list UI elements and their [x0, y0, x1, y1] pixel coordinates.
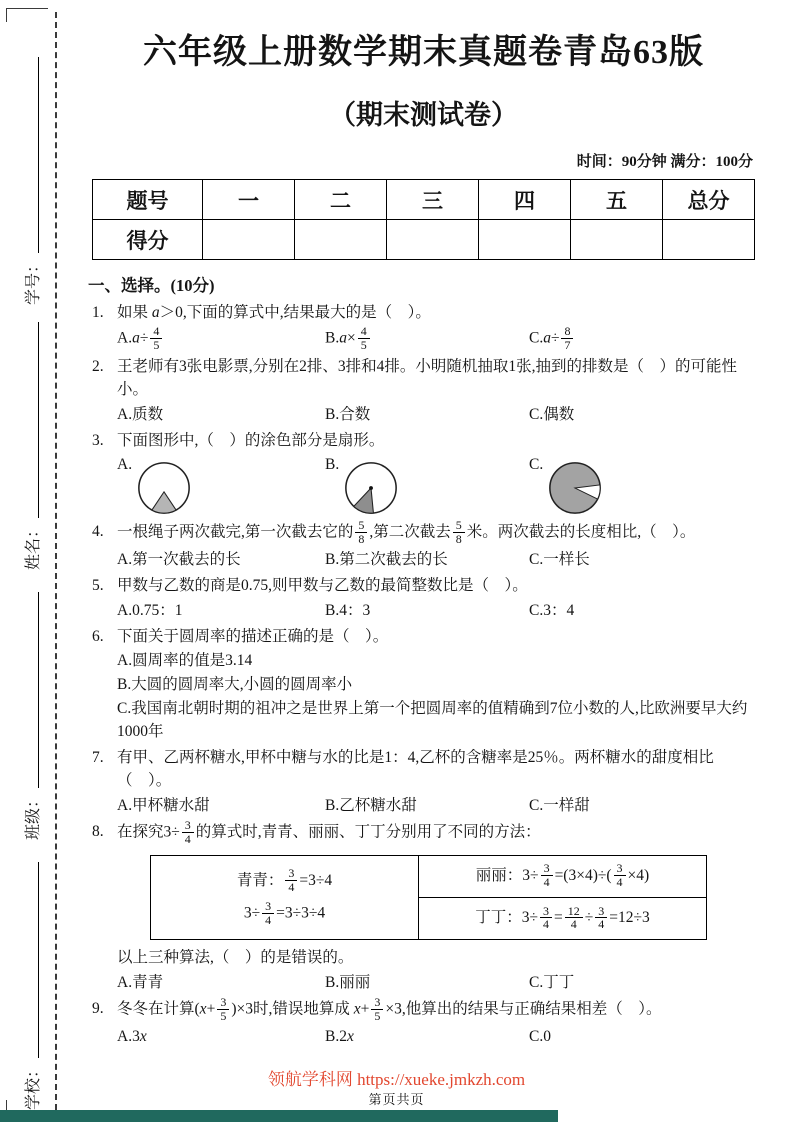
- score-cell-3: [387, 220, 479, 260]
- question-7-options: [92, 794, 755, 817]
- question-1: [92, 301, 755, 352]
- score-table-header-row: [93, 180, 755, 220]
- question-4-options: [92, 548, 755, 571]
- method-dingding-cell: 丁丁：3÷ $\frac{3}{4}$ = $\frac{12}{4}$ ÷ $\frac{3}{4}$ =12÷3: [419, 897, 707, 939]
- page-subtitle: （期末测试卷）: [329, 100, 518, 130]
- score-cell-1: [203, 220, 295, 260]
- main-content: [88, 24, 755, 1051]
- question-2-text: 王老师有3张电影票,分别在2排、3排和4排。小明随机抽取1张,抽到的排数是（ ）的可能性小。: [117, 358, 738, 399]
- fraction: $\frac{12}{4}$: [565, 905, 583, 931]
- question-7-option-b: B.乙杯糖水甜: [325, 797, 417, 815]
- question-7-text: 有甲、乙两杯糖水,甲杯中糖与水的比是1：4,乙杯的含糖率是25％。两杯糖水的甜度相比（ ）。: [117, 749, 714, 790]
- fraction: $\frac{3}{4}$: [285, 867, 297, 893]
- question-8-option-b: B.丽丽: [325, 974, 371, 992]
- question-6-option-c: C.我国南北朝时期的祖冲之是世界上第一个把圆周率的值精确到7位小数的人,比欧洲要早大约1000年: [117, 700, 748, 741]
- question-1-option-c: C.a÷ $\frac{8}{7}$: [529, 326, 755, 352]
- question-8-text2: [92, 946, 755, 969]
- figure-a-label: A.: [117, 456, 133, 474]
- score-cell-4: [479, 220, 571, 260]
- question-9-option-a: A.3x: [117, 1028, 147, 1046]
- question-3-text: 下面图形中,（ ）的涂色部分是扇形。: [117, 432, 385, 450]
- question-7-option-c: C.一样甜: [529, 797, 590, 815]
- score-col-3: 三: [387, 180, 479, 220]
- fraction: $\frac{5}{8}$: [453, 519, 465, 545]
- fraction: $\frac{3}{5}$: [371, 996, 383, 1022]
- seal-corner-top: [6, 8, 48, 22]
- score-col-total: 总分: [663, 180, 755, 220]
- question-6-option-b: B.大圆的圆周率大,小圆的圆周率小: [117, 676, 353, 694]
- bottom-teal-bar: [0, 1110, 558, 1122]
- question-3-figures: [92, 456, 755, 517]
- question-1-options: [92, 326, 755, 352]
- watermark-link: 领航学科网 https://xueke.jmkzh.com: [267, 1070, 526, 1089]
- score-col-label: 题号: [93, 180, 203, 220]
- question-4-option-c: C.一样长: [529, 551, 590, 569]
- fraction: $\frac{4}{5}$: [150, 325, 162, 351]
- question-8-option-a: A.青青: [117, 974, 164, 992]
- question-6-number: 6.: [92, 628, 104, 646]
- question-5-options: [92, 599, 755, 622]
- page-number-info: 第页共页: [368, 1092, 425, 1107]
- figure-b-label: B.: [325, 456, 340, 474]
- score-cell-5: [571, 220, 663, 260]
- question-5-option-c: C.3：4: [529, 602, 575, 620]
- seal-field-name: [17, 320, 43, 570]
- score-table-score-row: [93, 220, 755, 260]
- fraction: $\frac{3}{5}$: [217, 996, 229, 1022]
- question-2-number: 2.: [92, 358, 104, 376]
- question-2: [92, 355, 755, 426]
- score-col-1: 一: [203, 180, 295, 220]
- circle-figure-c: [546, 459, 604, 517]
- figure-b: [325, 456, 529, 517]
- school-blank-line: [37, 862, 39, 1058]
- question-4-option-b: B.第二次截去的长: [325, 551, 448, 569]
- question-4-number: 4.: [92, 523, 104, 541]
- section-one-title: 一、选择。(10分): [88, 276, 215, 295]
- seal-dashed-line: [55, 12, 57, 1110]
- question-1-number: 1.: [92, 304, 104, 321]
- score-col-5: 五: [571, 180, 663, 220]
- fraction: $\frac{4}{5}$: [358, 325, 370, 351]
- fraction: $\frac{5}{8}$: [355, 519, 367, 545]
- method-qingqing-line2: 3÷ $\frac{3}{4}$ =3÷3÷4: [243, 899, 326, 927]
- fraction: $\frac{3}{4}$: [614, 862, 626, 888]
- question-8-method-table: [150, 855, 707, 941]
- circle-figure-b: [342, 459, 400, 517]
- method-qingqing-cell: [151, 855, 419, 940]
- question-5-option-b: B.4：3: [325, 602, 371, 620]
- fraction: $\frac{3}{4}$: [540, 905, 552, 931]
- score-col-4: 四: [479, 180, 571, 220]
- question-8-followup: 以上三种算法,（ ）的是错误的。: [117, 949, 354, 967]
- question-1-text: 如果 a＞0,下面的算式中,结果最大的是（ ）。: [117, 304, 431, 321]
- fraction: $\frac{3}{4}$: [541, 862, 553, 888]
- page-title: 六年级上册数学期末真题卷青岛63版: [143, 34, 704, 71]
- question-9: [92, 997, 755, 1048]
- class-label: 班级：: [25, 791, 42, 840]
- question-6-options: [92, 649, 755, 743]
- question-1-option-b: B.a× $\frac{4}{5}$: [325, 326, 529, 352]
- name-label: 姓名：: [25, 521, 42, 570]
- time-info: 时间：90分钟 满分：100分: [576, 154, 753, 170]
- circle-figure-a: [135, 459, 193, 517]
- seal-field-student-id: [17, 55, 43, 305]
- score-row-label: 得分: [93, 220, 203, 260]
- question-9-number: 9.: [92, 1000, 104, 1018]
- question-5-number: 5.: [92, 577, 104, 595]
- question-7-option-a: A.甲杯糖水甜: [117, 797, 210, 815]
- fraction: $\frac{3}{4}$: [595, 905, 607, 931]
- question-9-option-c: C.0: [529, 1028, 551, 1046]
- question-3-number: 3.: [92, 432, 104, 450]
- question-4-text: 一根绳子两次截完,第一次截去它的 $\frac{5}{8}$ ,第二次截去 $\frac{5}{8}$ 米。两次截去的长度相比,（ ）。: [117, 518, 696, 546]
- question-2-option-b: B.合数: [325, 406, 371, 424]
- question-8-text: 在探究3÷ $\frac{3}{4}$ 的算式时,青青、丽丽、丁丁分别用了不同的方法：: [117, 818, 541, 846]
- figure-c: [529, 456, 755, 517]
- question-9-options: [92, 1025, 755, 1048]
- class-blank-line: [37, 592, 39, 788]
- score-table: [92, 179, 755, 260]
- question-6-text: 下面关于圆周率的描述正确的是（ ）。: [117, 628, 389, 646]
- question-7: [92, 746, 755, 817]
- question-8: [92, 820, 755, 994]
- question-4-option-a: A.第一次截去的长: [117, 551, 241, 569]
- question-2-options: [92, 403, 755, 426]
- school-label: 学校：: [25, 1061, 42, 1110]
- question-1-option-a: A.a÷ $\frac{4}{5}$: [117, 326, 325, 352]
- question-5-text: 甲数与乙数的商是0.75,则甲数与乙数的最简整数比是（ ）。: [117, 577, 528, 595]
- score-cell-2: [295, 220, 387, 260]
- question-5: [92, 574, 755, 622]
- figure-a: [117, 456, 325, 517]
- question-8-number: 8.: [92, 823, 104, 841]
- method-qingqing-line1: 青青： $\frac{3}{4}$ =3÷4: [236, 865, 333, 894]
- fraction: $\frac{3}{4}$: [182, 819, 194, 845]
- question-2-option-a: A.质数: [117, 406, 164, 424]
- figure-c-label: C.: [529, 456, 544, 474]
- seal-field-class: [17, 590, 43, 840]
- score-cell-total: [663, 220, 755, 260]
- question-7-number: 7.: [92, 749, 104, 767]
- fraction: $\frac{3}{4}$: [262, 900, 274, 926]
- student-id-label: 学号：: [25, 256, 42, 305]
- name-blank-line: [37, 322, 39, 518]
- question-9-option-b: B.2x: [325, 1028, 354, 1046]
- question-8-options: [92, 971, 755, 994]
- question-6: [92, 625, 755, 743]
- question-6-option-a: A.圆周率的值是3.14: [117, 652, 253, 670]
- question-2-option-c: C.偶数: [529, 406, 575, 424]
- student-id-blank-line: [37, 57, 39, 253]
- fraction: $\frac{8}{7}$: [561, 325, 573, 351]
- question-9-text: 冬冬在计算(x+ $\frac{3}{5}$ )×3时,错误地算成 x+ $\frac{3}{5}$ ×3,他算出的结果与正确结果相差（ ）。: [117, 995, 662, 1023]
- question-8-option-c: C.丁丁: [529, 974, 575, 992]
- question-4: [92, 520, 755, 571]
- question-3: [92, 429, 755, 517]
- question-5-option-a: A.0.75：1: [117, 602, 183, 620]
- method-lili-cell: 丽丽：3÷ $\frac{3}{4}$ =(3×4)÷( $\frac{3}{4}$ ×4): [419, 855, 707, 897]
- score-col-2: 二: [295, 180, 387, 220]
